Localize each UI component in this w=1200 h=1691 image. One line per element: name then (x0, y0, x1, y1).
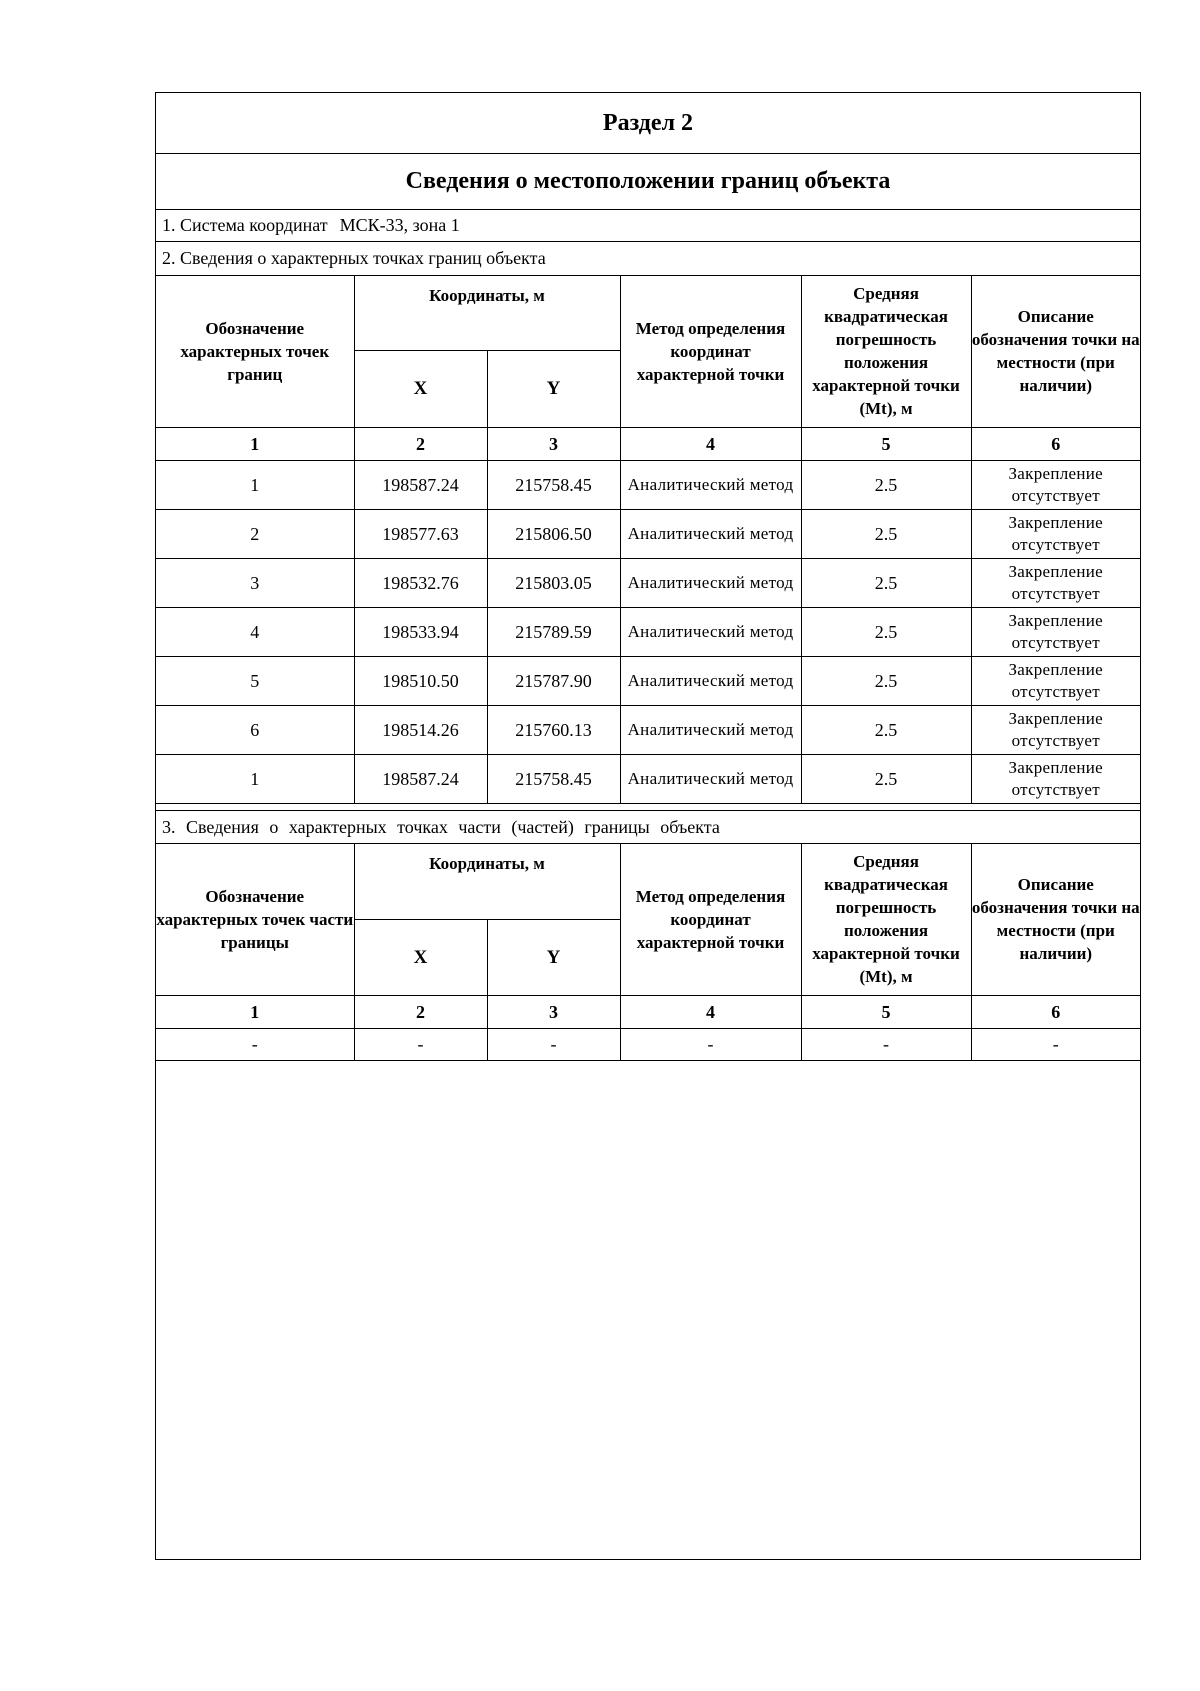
section-title: Раздел 2 (156, 93, 1140, 154)
header-description: Описание обозначения точки на местности (при наличии) (971, 844, 1140, 995)
cell-y: - (487, 1028, 620, 1060)
cell-x: 198532.76 (354, 558, 487, 607)
column-number: 2 (354, 995, 487, 1028)
cell-method: Аналитический метод (620, 754, 801, 803)
table-row (156, 509, 1140, 558)
cell-error: 2.5 (801, 558, 971, 607)
cell-y: 215758.45 (487, 460, 620, 509)
column-number: 5 (801, 427, 971, 460)
document-heading: Сведения о местоположении границ объекта (156, 153, 1140, 210)
table-row (156, 1028, 1140, 1060)
header-coordinates: Координаты, м (354, 276, 620, 350)
table-row (156, 705, 1140, 754)
cell-method: Аналитический метод (620, 460, 801, 509)
cell-error: 2.5 (801, 460, 971, 509)
cell-description: Закрепление отсутствует (971, 509, 1140, 558)
cell-x: 198577.63 (354, 509, 487, 558)
cell-method: - (620, 1028, 801, 1060)
coordinate-system-row (156, 209, 1140, 242)
part-points-table (156, 844, 1140, 1061)
column-numbers-row (156, 427, 1140, 460)
header-method: Метод определения координат характерной точки (620, 276, 801, 427)
cell-x: 198510.50 (354, 656, 487, 705)
table-row (156, 754, 1140, 803)
cell-error: 2.5 (801, 754, 971, 803)
column-number: 6 (971, 995, 1140, 1028)
cell-point: 1 (156, 754, 354, 803)
header-error: Средняя квадратическая погрешность положения характерной точки (Mt), м (801, 844, 971, 995)
cell-y: 215789.59 (487, 607, 620, 656)
cell-method: Аналитический метод (620, 656, 801, 705)
cell-point: 3 (156, 558, 354, 607)
column-number: 4 (620, 427, 801, 460)
cell-x: 198587.24 (354, 460, 487, 509)
cell-description: Закрепление отсутствует (971, 754, 1140, 803)
table-row (156, 460, 1140, 509)
cell-error: 2.5 (801, 607, 971, 656)
points-section-title: 2. Сведения о характерных точках границ объекта (156, 242, 1140, 276)
cell-error: - (801, 1028, 971, 1060)
part-section-title: 3. Сведения о характерных точках части (частей) границы объекта (156, 810, 1140, 844)
cell-error: 2.5 (801, 509, 971, 558)
header-designation: Обозначение характерных точек границ (156, 276, 354, 427)
column-number: 2 (354, 427, 487, 460)
cell-y: 215760.13 (487, 705, 620, 754)
cell-description: Закрепление отсутствует (971, 460, 1140, 509)
header-x: X (354, 919, 487, 995)
cell-error: 2.5 (801, 656, 971, 705)
column-number: 1 (156, 427, 354, 460)
cell-method: Аналитический метод (620, 607, 801, 656)
header-x: X (354, 350, 487, 427)
cell-point: 6 (156, 705, 354, 754)
column-number: 5 (801, 995, 971, 1028)
cell-method: Аналитический метод (620, 705, 801, 754)
cell-point: 4 (156, 607, 354, 656)
table-row (156, 656, 1140, 705)
header-designation: Обозначение характерных точек части границы (156, 844, 354, 995)
cell-point: - (156, 1028, 354, 1060)
cell-method: Аналитический метод (620, 558, 801, 607)
cell-y: 215806.50 (487, 509, 620, 558)
coordinate-system-value: МСК-33, зона 1 (339, 214, 460, 235)
header-method: Метод определения координат характерной точки (620, 844, 801, 995)
column-numbers-row (156, 995, 1140, 1028)
column-number: 6 (971, 427, 1140, 460)
cell-error: 2.5 (801, 705, 971, 754)
points-table (156, 276, 1140, 804)
header-coordinates: Координаты, м (354, 844, 620, 919)
header-y: Y (487, 919, 620, 995)
table-row (156, 607, 1140, 656)
cell-method: Аналитический метод (620, 509, 801, 558)
document-frame (155, 92, 1141, 1560)
cell-description: Закрепление отсутствует (971, 656, 1140, 705)
table-row (156, 558, 1140, 607)
column-number: 4 (620, 995, 801, 1028)
column-number: 1 (156, 995, 354, 1028)
cell-x: - (354, 1028, 487, 1060)
cell-point: 5 (156, 656, 354, 705)
cell-description: Закрепление отсутствует (971, 558, 1140, 607)
cell-point: 2 (156, 509, 354, 558)
cell-x: 198587.24 (354, 754, 487, 803)
cell-y: 215803.05 (487, 558, 620, 607)
cell-y: 215758.45 (487, 754, 620, 803)
header-description: Описание обозначения точки на местности (при наличии) (971, 276, 1140, 427)
header-y: Y (487, 350, 620, 427)
cell-point: 1 (156, 460, 354, 509)
cell-description: Закрепление отсутствует (971, 607, 1140, 656)
cell-description: - (971, 1028, 1140, 1060)
column-number: 3 (487, 995, 620, 1028)
cell-description: Закрепление отсутствует (971, 705, 1140, 754)
cell-x: 198533.94 (354, 607, 487, 656)
header-error: Средняя квадратическая погрешность положения характерной точки (Mt), м (801, 276, 971, 427)
cell-y: 215787.90 (487, 656, 620, 705)
coordinate-system-label: 1. Система координат (162, 214, 328, 235)
cell-x: 198514.26 (354, 705, 487, 754)
column-number: 3 (487, 427, 620, 460)
